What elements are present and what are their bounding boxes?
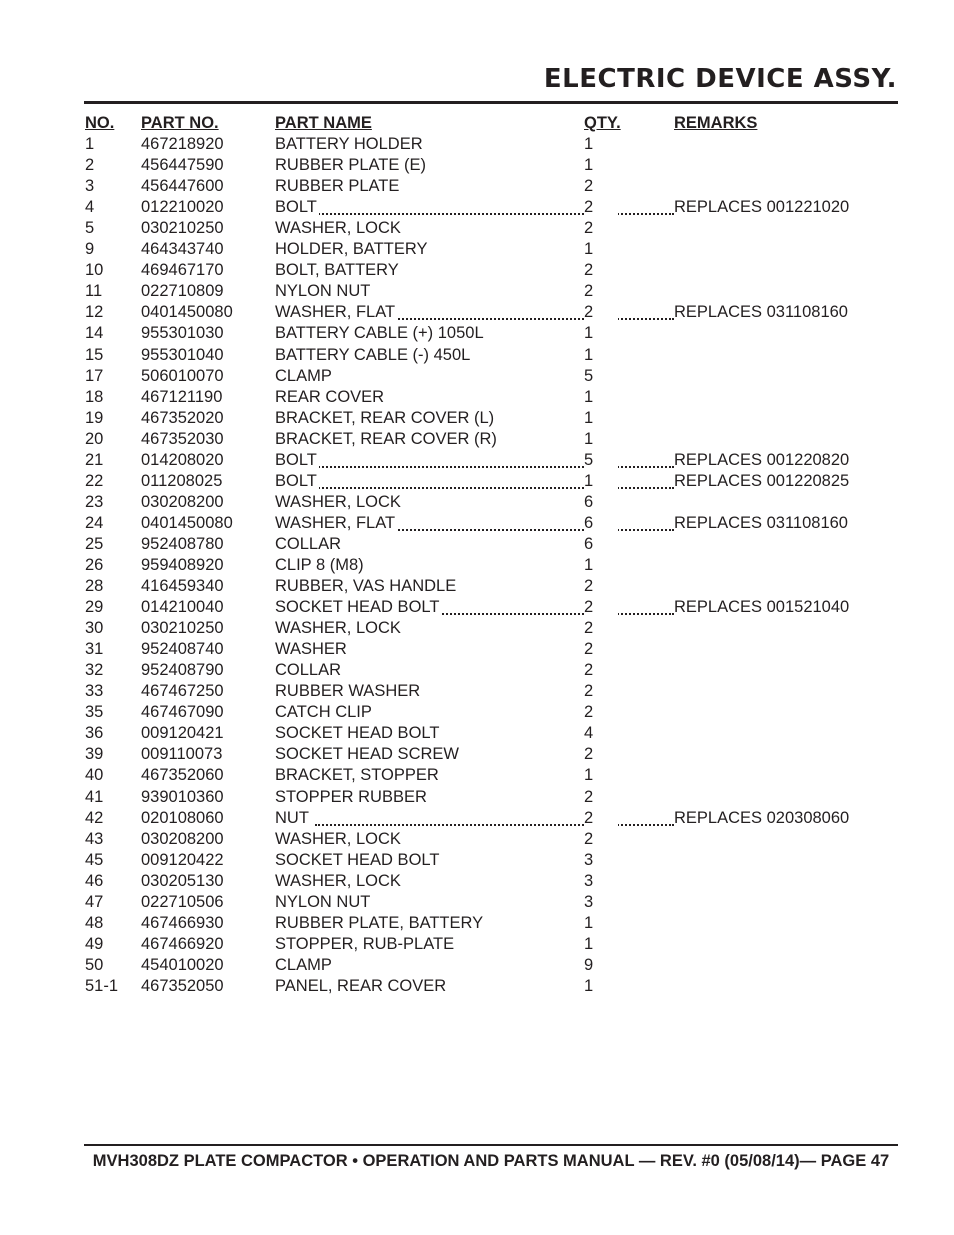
- part-number-index: 28: [85, 577, 104, 596]
- table-row: [85, 513, 875, 534]
- part-no-cell: 456447600: [141, 177, 224, 196]
- part-no-cell: 469467170: [141, 261, 224, 280]
- column-header-no: NO.: [85, 114, 115, 132]
- part-name-cell: RUBBER WASHER: [275, 682, 421, 701]
- part-name-cell: RUBBER PLATE: [275, 177, 400, 196]
- part-no-cell: 467352030: [141, 429, 224, 448]
- qty-cell: 2: [584, 787, 618, 808]
- qty-cell: 3: [584, 892, 618, 913]
- dot-leader: [315, 197, 595, 215]
- qty-cell: 2: [584, 281, 618, 302]
- remarks-cell: REPLACES 001521040: [674, 598, 850, 617]
- page-footer: MVH308DZ PLATE COMPACTOR • OPERATION AND PARTS MANUAL — REV. #0 (05/08/14)— PAGE 47: [92, 1152, 890, 1170]
- part-no-cell: 952408790: [141, 661, 224, 680]
- qty-cell: 2: [584, 808, 618, 829]
- part-name-cell: SOCKET HEAD SCREW: [275, 745, 459, 764]
- part-number-index: 46: [85, 871, 104, 890]
- part-number-index: 9: [85, 240, 95, 259]
- part-no-cell: 467467090: [141, 703, 224, 722]
- part-number-index: 26: [85, 555, 104, 574]
- part-number-index: 21: [85, 450, 104, 469]
- column-header-remarks: REMARKS: [674, 114, 758, 132]
- part-number-index: 29: [85, 598, 104, 617]
- part-number-index: 35: [85, 703, 104, 722]
- part-number-index: 11: [85, 282, 103, 301]
- qty-cell: 1: [584, 765, 618, 786]
- part-number-index: 25: [85, 534, 104, 553]
- table-row: [85, 450, 875, 471]
- remarks-cell: REPLACES 020308060: [674, 808, 850, 827]
- part-name-cell: WASHER, LOCK: [275, 492, 401, 511]
- qty-cell: 1: [584, 555, 618, 576]
- part-no-cell: 952408780: [141, 534, 224, 553]
- column-header-qty: QTY.: [584, 114, 621, 132]
- qty-cell: 1: [584, 934, 618, 955]
- part-number-index: 5: [85, 219, 95, 238]
- part-name-cell: BOLT, BATTERY: [275, 261, 399, 280]
- qty-cell: 2: [584, 597, 618, 618]
- part-number-index: 14: [85, 324, 104, 343]
- part-no-cell: 0401450080: [141, 513, 233, 532]
- part-name-cell: WASHER, LOCK: [275, 871, 401, 890]
- part-no-cell: 959408920: [141, 555, 224, 574]
- part-number-index: 23: [85, 492, 104, 511]
- part-number-index: 2: [85, 156, 95, 175]
- qty-cell: 2: [584, 829, 618, 850]
- table-row: [85, 576, 875, 597]
- qty-cell: 2: [584, 702, 618, 723]
- part-name-cell: NYLON NUT: [275, 892, 371, 911]
- part-no-cell: 467467250: [141, 682, 224, 701]
- part-no-cell: 030210250: [141, 619, 224, 638]
- qty-cell: 2: [584, 618, 618, 639]
- part-no-cell: 030208200: [141, 829, 224, 848]
- part-name-cell: NUT: [275, 808, 309, 827]
- table-row: [85, 597, 875, 618]
- qty-cell: 2: [584, 744, 618, 765]
- part-name-cell: WASHER, FLAT: [275, 303, 396, 322]
- part-no-cell: 009120421: [141, 724, 224, 743]
- qty-cell: 3: [584, 850, 618, 871]
- remarks-cell: REPLACES 001221020: [674, 198, 850, 217]
- qty-cell: 9: [584, 955, 618, 976]
- part-no-cell: 014210040: [141, 598, 224, 617]
- dot-leader: [315, 450, 595, 468]
- column-header-part-no: PART NO.: [141, 114, 219, 132]
- remarks-cell: REPLACES 001220825: [674, 471, 850, 490]
- part-number-index: 31: [85, 640, 104, 659]
- table-row: [85, 871, 875, 892]
- part-no-cell: 014208020: [141, 450, 224, 469]
- table-row: [85, 429, 875, 450]
- part-name-cell: CLAMP: [275, 366, 332, 385]
- part-no-cell: 467466920: [141, 934, 224, 953]
- part-name-cell: STOPPER RUBBER: [275, 787, 427, 806]
- table-row: [85, 955, 875, 976]
- qty-cell: 3: [584, 871, 618, 892]
- part-name-cell: WASHER, FLAT: [275, 513, 396, 532]
- part-name-cell: NYLON NUT: [275, 282, 371, 301]
- part-no-cell: 011208025: [141, 471, 223, 490]
- part-name-cell: STOPPER, RUB-PLATE: [275, 934, 455, 953]
- table-row: [85, 176, 875, 197]
- part-name-cell: BRACKET, STOPPER: [275, 766, 439, 785]
- part-number-index: 32: [85, 661, 104, 680]
- part-no-cell: 022710809: [141, 282, 224, 301]
- part-number-index: 33: [85, 682, 104, 701]
- part-no-cell: 467121190: [141, 387, 223, 406]
- part-name-cell: RUBBER, VAS HANDLE: [275, 577, 457, 596]
- qty-cell: 1: [584, 429, 618, 450]
- part-number-index: 10: [85, 261, 104, 280]
- table-row: [85, 787, 875, 808]
- part-number-index: 36: [85, 724, 104, 743]
- column-header-part-name: PART NAME: [275, 114, 372, 132]
- part-no-cell: 454010020: [141, 955, 224, 974]
- part-no-cell: 464343740: [141, 240, 224, 259]
- table-row: [85, 323, 875, 344]
- qty-cell: 6: [584, 513, 618, 534]
- part-no-cell: 020108060: [141, 808, 224, 827]
- table-row: [85, 408, 875, 429]
- part-number-index: 50: [85, 955, 104, 974]
- part-name-cell: BATTERY HOLDER: [275, 135, 423, 154]
- part-number-index: 39: [85, 745, 104, 764]
- part-no-cell: 939010360: [141, 787, 224, 806]
- part-name-cell: CLAMP: [275, 955, 332, 974]
- part-name-cell: PANEL, REAR COVER: [275, 976, 447, 995]
- part-name-cell: WASHER, LOCK: [275, 219, 401, 238]
- part-number-index: 18: [85, 387, 104, 406]
- table-row: [85, 744, 875, 765]
- page-title: ELECTRIC DEVICE ASSY.: [543, 64, 897, 94]
- table-row: [85, 808, 875, 829]
- qty-cell: 2: [584, 681, 618, 702]
- part-no-cell: 467466930: [141, 913, 224, 932]
- part-no-cell: 952408740: [141, 640, 224, 659]
- qty-cell: 1: [584, 155, 618, 176]
- table-row: [85, 702, 875, 723]
- part-no-cell: 467352020: [141, 408, 224, 427]
- remarks-cell: REPLACES 001220820: [674, 450, 850, 469]
- part-no-cell: 009120422: [141, 850, 224, 869]
- part-number-index: 45: [85, 850, 104, 869]
- footer-rule: [84, 1144, 898, 1146]
- qty-cell: 2: [584, 660, 618, 681]
- qty-cell: 1: [584, 387, 618, 408]
- part-number-index: 22: [85, 471, 104, 490]
- header-rule: [84, 101, 898, 104]
- part-name-cell: RUBBER PLATE, BATTERY: [275, 913, 484, 932]
- qty-cell: 2: [584, 576, 618, 597]
- table-row: [85, 913, 875, 934]
- part-no-cell: 030210250: [141, 219, 224, 238]
- part-name-cell: SOCKET HEAD BOLT: [275, 598, 440, 617]
- table-row: [85, 765, 875, 786]
- table-row: [85, 218, 875, 239]
- table-row: [85, 239, 875, 260]
- part-name-cell: BOLT: [275, 471, 317, 490]
- part-no-cell: 467218920: [141, 135, 224, 154]
- qty-cell: 4: [584, 723, 618, 744]
- dot-leader: [315, 808, 595, 826]
- remarks-cell: REPLACES 031108160: [674, 513, 848, 532]
- qty-cell: 6: [584, 534, 618, 555]
- qty-cell: 2: [584, 176, 618, 197]
- table-row: [85, 892, 875, 913]
- table-row: [85, 660, 875, 681]
- part-number-index: 43: [85, 829, 104, 848]
- part-no-cell: 456447590: [141, 156, 224, 175]
- qty-cell: 5: [584, 450, 618, 471]
- part-name-cell: BOLT: [275, 450, 317, 469]
- part-number-index: 41: [85, 787, 104, 806]
- qty-cell: 2: [584, 302, 618, 323]
- part-name-cell: WASHER: [275, 640, 347, 659]
- part-no-cell: 030208200: [141, 492, 224, 511]
- part-name-cell: COLLAR: [275, 661, 342, 680]
- part-name-cell: SOCKET HEAD BOLT: [275, 724, 440, 743]
- part-no-cell: 022710506: [141, 892, 224, 911]
- part-number-index: 51-1: [85, 976, 119, 995]
- qty-cell: 1: [584, 345, 618, 366]
- table-row: [85, 134, 875, 155]
- part-number-index: 49: [85, 934, 104, 953]
- part-name-cell: CLIP 8 (M8): [275, 555, 364, 574]
- qty-cell: 1: [584, 323, 618, 344]
- part-number-index: 1: [85, 135, 95, 154]
- part-number-index: 40: [85, 766, 104, 785]
- qty-cell: 2: [584, 197, 618, 218]
- table-row: [85, 618, 875, 639]
- dot-leader: [315, 471, 595, 489]
- part-name-cell: WASHER, LOCK: [275, 829, 401, 848]
- qty-cell: 1: [584, 913, 618, 934]
- part-no-cell: 416459340: [141, 577, 224, 596]
- part-name-cell: WASHER, LOCK: [275, 619, 401, 638]
- table-row: [85, 302, 875, 323]
- table-row: [85, 681, 875, 702]
- part-number-index: 19: [85, 408, 104, 427]
- part-number-index: 12: [85, 303, 104, 322]
- qty-cell: 2: [584, 218, 618, 239]
- part-name-cell: BOLT: [275, 198, 317, 217]
- part-name-cell: BRACKET, REAR COVER (L): [275, 408, 495, 427]
- table-row: [85, 260, 875, 281]
- part-no-cell: 955301030: [141, 324, 224, 343]
- part-name-cell: RUBBER PLATE (E): [275, 156, 426, 175]
- qty-cell: 2: [584, 260, 618, 281]
- part-no-cell: 467352060: [141, 766, 224, 785]
- qty-cell: 1: [584, 408, 618, 429]
- table-row: [85, 934, 875, 955]
- qty-cell: 6: [584, 492, 618, 513]
- qty-cell: 1: [584, 471, 618, 492]
- remarks-cell: REPLACES 031108160: [674, 303, 848, 322]
- qty-cell: 2: [584, 639, 618, 660]
- part-number-index: 15: [85, 345, 104, 364]
- part-no-cell: 030205130: [141, 871, 224, 890]
- part-name-cell: SOCKET HEAD BOLT: [275, 850, 440, 869]
- part-name-cell: CATCH CLIP: [275, 703, 372, 722]
- part-number-index: 30: [85, 619, 104, 638]
- parts-table: [85, 113, 875, 997]
- part-name-cell: REAR COVER: [275, 387, 385, 406]
- qty-cell: 5: [584, 366, 618, 387]
- part-no-cell: 467352050: [141, 976, 224, 995]
- qty-cell: 1: [584, 976, 618, 997]
- part-no-cell: 009110073: [141, 745, 223, 764]
- part-number-index: 17: [85, 366, 104, 385]
- part-number-index: 47: [85, 892, 104, 911]
- table-row: [85, 366, 875, 387]
- part-name-cell: HOLDER, BATTERY: [275, 240, 428, 259]
- part-no-cell: 0401450080: [141, 303, 233, 322]
- table-row: [85, 281, 875, 302]
- table-row: [85, 976, 875, 997]
- part-number-index: 48: [85, 913, 104, 932]
- part-no-cell: 955301040: [141, 345, 224, 364]
- table-row: [85, 155, 875, 176]
- part-number-index: 24: [85, 513, 104, 532]
- part-no-cell: 506010070: [141, 366, 224, 385]
- part-name-cell: BATTERY CABLE (-) 450L: [275, 345, 471, 364]
- part-name-cell: BRACKET, REAR COVER (R): [275, 429, 497, 448]
- part-number-index: 20: [85, 429, 104, 448]
- part-number-index: 4: [85, 198, 95, 217]
- table-row: [85, 829, 875, 850]
- part-number-index: 3: [85, 177, 95, 196]
- table-row: [85, 345, 875, 366]
- qty-cell: 1: [584, 134, 618, 155]
- part-no-cell: 012210020: [141, 198, 224, 217]
- part-number-index: 42: [85, 808, 104, 827]
- table-row: [85, 534, 875, 555]
- table-row: [85, 197, 875, 218]
- table-header-row: [85, 113, 875, 134]
- table-row: [85, 492, 875, 513]
- qty-cell: 1: [584, 239, 618, 260]
- table-row: [85, 555, 875, 576]
- table-row: [85, 850, 875, 871]
- table-row: [85, 387, 875, 408]
- table-row: [85, 723, 875, 744]
- table-row: [85, 471, 875, 492]
- part-name-cell: COLLAR: [275, 534, 342, 553]
- part-name-cell: BATTERY CABLE (+) 1050L: [275, 324, 484, 343]
- table-row: [85, 639, 875, 660]
